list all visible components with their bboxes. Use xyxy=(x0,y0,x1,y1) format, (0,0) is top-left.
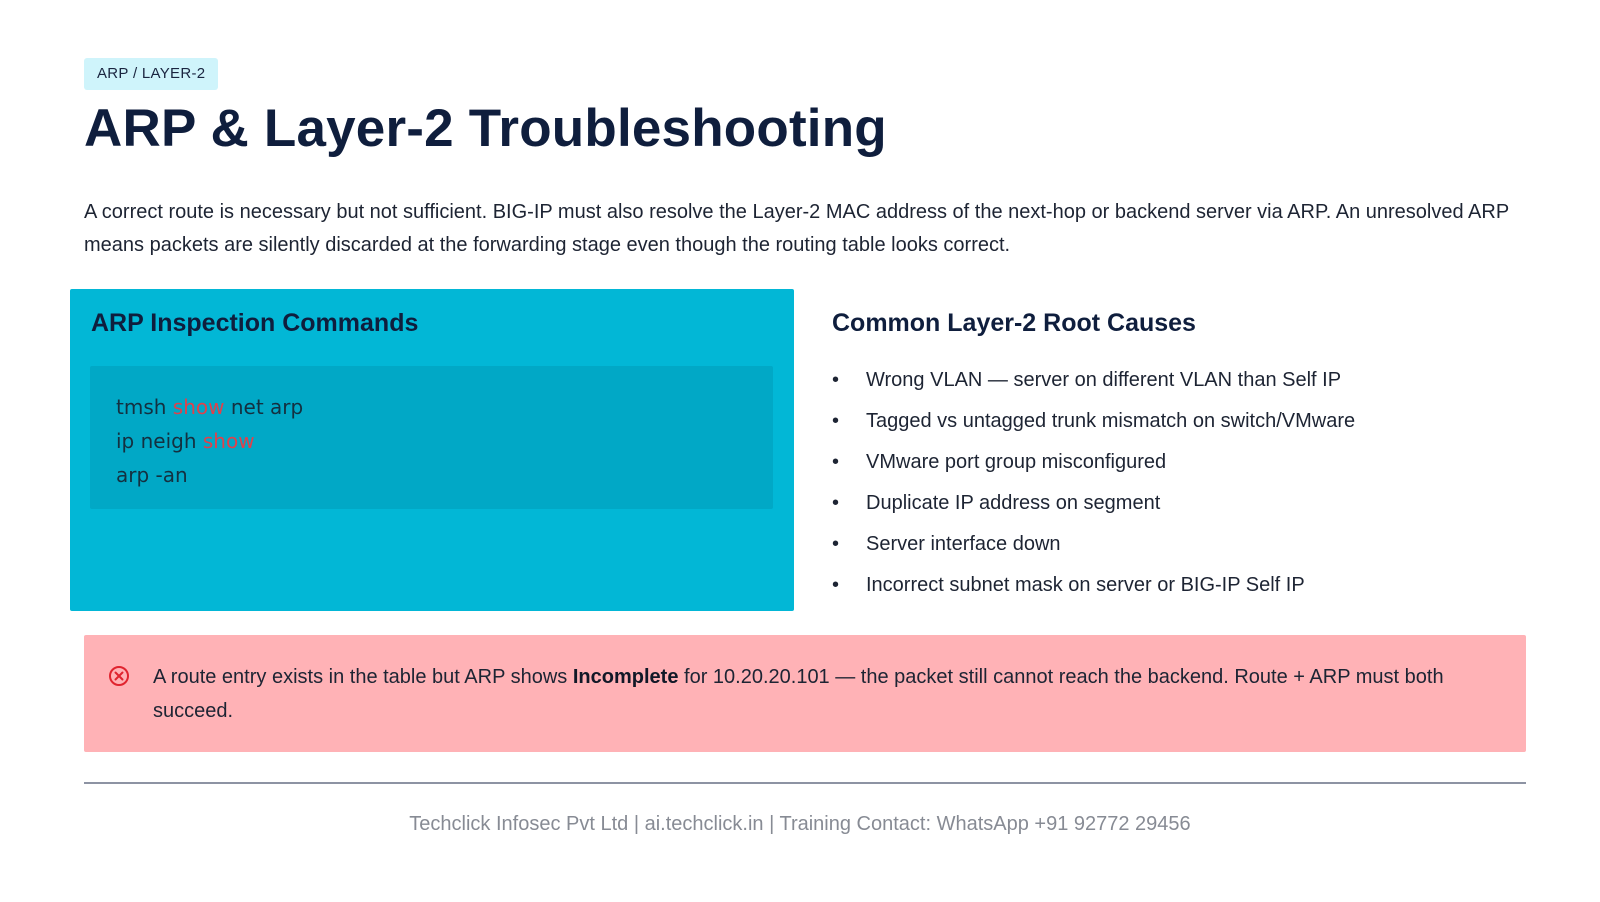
bullet-icon: • xyxy=(832,410,840,432)
bullet-icon: • xyxy=(832,369,840,391)
bullet-icon: • xyxy=(832,492,840,514)
list-item-text: VMware port group misconfigured xyxy=(866,451,1167,473)
code-line xyxy=(116,424,773,458)
error-circle-x-icon xyxy=(108,665,130,687)
list-item xyxy=(832,442,1552,483)
code-line xyxy=(116,390,773,424)
code-line xyxy=(116,458,773,492)
commands-heading: ARP Inspection Commands xyxy=(91,309,419,337)
list-item xyxy=(832,401,1552,442)
list-item-text: Duplicate IP address on segment xyxy=(866,492,1161,514)
list-item xyxy=(832,524,1552,565)
list-item xyxy=(832,483,1552,524)
error-callout xyxy=(84,635,1526,752)
list-item-text: Incorrect subnet mask on server or BIG-IP Self IP xyxy=(866,574,1305,596)
error-message xyxy=(153,660,1493,728)
list-item xyxy=(832,565,1552,606)
code-text: arp xyxy=(116,463,156,487)
list-item xyxy=(832,360,1552,401)
error-text: A route entry exists in the table but ARP shows xyxy=(153,666,573,688)
code-flag: -an xyxy=(155,463,188,487)
page-title: ARP & Layer-2 Troubleshooting xyxy=(84,99,887,158)
code-text: tmsh xyxy=(116,395,173,419)
intro-paragraph: A correct route is necessary but not sufficient. BIG-IP must also resolve the Layer-2 MAC address of the next-hop or backend server via ARP. An unresolved ARP means packets are silently discarded at the forwarding stage even though the routing table looks correct. xyxy=(84,201,1509,256)
bullet-icon: • xyxy=(832,533,840,555)
section-tag: ARP / LAYER-2 xyxy=(84,58,218,90)
list-item-text: Wrong VLAN — server on different VLAN than Self IP xyxy=(866,369,1342,391)
error-text: for 10.20.20.101 — the packet still cannot reach the backend. Route + ARP must both succeed. xyxy=(153,666,1444,722)
bullet-icon: • xyxy=(832,574,840,596)
root-causes-heading: Common Layer-2 Root Causes xyxy=(832,309,1196,337)
bullet-icon: • xyxy=(832,451,840,473)
root-causes-section xyxy=(832,289,1552,606)
footer-text: Techclick Infosec Pvt Ltd | ai.techclick.in | Training Contact: WhatsApp +91 92772 29456 xyxy=(409,813,1191,835)
footer-divider xyxy=(84,782,1526,784)
code-block xyxy=(90,366,773,509)
code-keyword: show xyxy=(172,395,225,419)
list-item-text: Server interface down xyxy=(866,533,1061,555)
code-text: ip neigh xyxy=(116,429,203,453)
error-status-emphasis: Incomplete xyxy=(572,666,679,688)
code-keyword: show xyxy=(202,429,255,453)
list-item-text: Tagged vs untagged trunk mismatch on switch/VMware xyxy=(866,410,1356,432)
arp-commands-panel xyxy=(70,289,794,611)
root-causes-list xyxy=(832,360,1552,606)
code-text: net arp xyxy=(224,395,304,419)
